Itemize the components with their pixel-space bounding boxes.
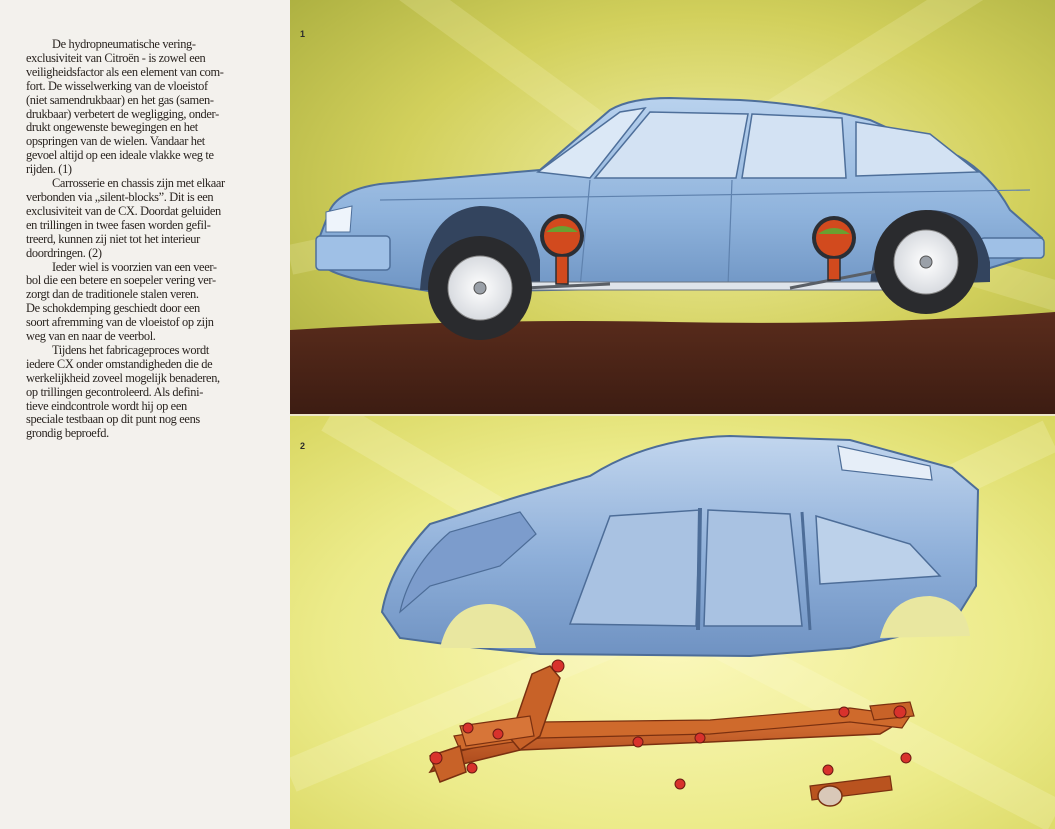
paragraph-suspension: De hydropneumatische vering- exclusiviteit van Citroën - is zowel een veiligheidsfactor als een element van com- fort. De wisselwerking van de vloeistof (niet samendrukbaar) en het gas (samen- drukbaar) verbetert de wegligging, onder- drukt ongewenste bewegingen en het opspringen van de wielen. Vandaar het gevoel altijd op een ideale vlakke weg te rijden. (1) [26,37,224,177]
paragraph-wheel-spheres: Ieder wiel is voorzien van een veer- bol die een betere en soepeler vering ver- zorgt dan de traditionele stalen veren. De schokdemping geschiedt door een soort afremming van de vloeistof op zijn weg van en naar de veerbol. [26,259,217,344]
body-and-chassis-illustration [290,416,1055,829]
road-surface [290,312,1055,416]
figure-1-car-suspension [290,0,1055,416]
car-suspension-illustration [290,0,1055,416]
front-wheel [428,236,532,340]
figure-number-2: 2 [300,441,306,451]
paragraph-silent-blocks: Carrosserie en chassis zijn met elkaar verbonden via „silent-blocks”. Dit is een exclusiviteit van de CX. Doordat geluiden en trillingen in twee fasen worden gefil- treerd, kunnen zij niet tot het interieur doordringen. (2) [26,176,225,260]
body-text [26,38,270,441]
text-column [0,0,290,829]
figure-number-1: 1 [300,29,306,39]
figure-2-body-and-chassis [290,416,1055,829]
paragraph-production-test: Tijdens het fabricageproces wordt iedere CX onder omstandigheden die de werkelijkheid zoveel mogelijk benaderen, op trillingen gecontroleerd. Als defini- tieve eindcontrole wordt hij op een speciale testbaan op dit punt nog eens grondig beproefd. [26,342,220,441]
rear-wheel [874,210,978,314]
